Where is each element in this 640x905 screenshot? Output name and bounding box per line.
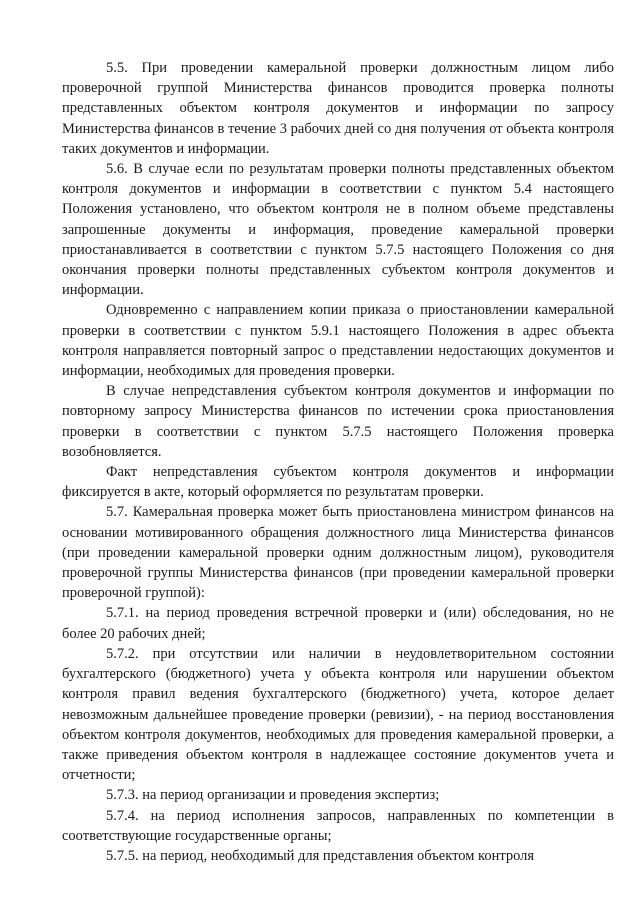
paragraph-5-7-2: 5.7.2. при отсутствии или наличии в неудовлетворительном состоянии бухгалтерского (бюджетного) учета у объекта контроля или нарушении объектом контроля правил ведения бухгалтерского (бюджетного) учета, которое делает невозможным дальнейшее проведение проверки (ревизии), - на период восстановления объектом контроля документов, необходимых для проведения камеральной проверки, а также приведения объектом контроля в надлежащее состояние документов учета и отчетности; (62, 645, 614, 784)
paragraph-5-7: 5.7. Камеральная проверка может быть приостановлена министром финансов на основании мотивированного обращения должностного лица Министерства финансов (при проведении камеральной проверки одним должностным лицом), руководителя проверочной группы Министерства финансов (при проведении камеральной проверки проверочной группой): (62, 504, 614, 602)
paragraph-5-5: 5.5. При проведении камеральной проверки должностным лицом либо проверочной группой Министерства финансов проводится проверка полноты представленных объектом контроля документов и информации по запросу Министерства финансов в течение 3 рабочих дней со дня получения от объекта контроля таких документов и информации. (62, 60, 614, 157)
document-page (62, 58, 614, 866)
paragraph-fact-recorded: Факт непредставления субъектом контроля документов и информации фиксируется в акте, который оформляется по результатам проверки. (62, 464, 614, 501)
paragraph-5-7-3: 5.7.3. на период организации и проведения экспертиз; (106, 787, 440, 804)
paragraph-simultaneous-request: Одновременно с направлением копии приказа о приостановлении камеральной проверки в соответствии с пунктом 5.9.1 настоящего Положения в адрес объекта контроля направляется повторный запрос о представлении недостающих документов и информации, необходимых для проведения проверки. (62, 302, 614, 380)
paragraph-5-6: 5.6. В случае если по результатам проверки полноты представленных объектом контроля документов и информации в соответствии с пунктом 5.4 настоящего Положения установлено, что объектом контроля не в полном объеме представлены запрошенные документы и информация, проведение камеральной проверки приостанавливается в соответствии с пунктом 5.7.5 настоящего Положения со дня окончания проверки полноты представленных субъектом контроля документов и информации. (62, 161, 614, 299)
paragraph-5-7-1: 5.7.1. на период проведения встречной проверки и (или) обследования, но не более 20 рабочих дней; (62, 605, 614, 642)
paragraph-5-7-5: 5.7.5. на период, необходимый для представления объектом контроля (106, 847, 535, 864)
paragraph-5-7-4: 5.7.4. на период исполнения запросов, направленных по компетенции в соответствующие государственные органы; (62, 807, 614, 844)
paragraph-non-submission: В случае непредставления субъектом контроля документов и информации по повторному запросу Министерства финансов по истечении срока приостановления проверки в соответствии с пунктом 5.7.5 настоящего Положения проверка возобновляется. (62, 383, 614, 460)
